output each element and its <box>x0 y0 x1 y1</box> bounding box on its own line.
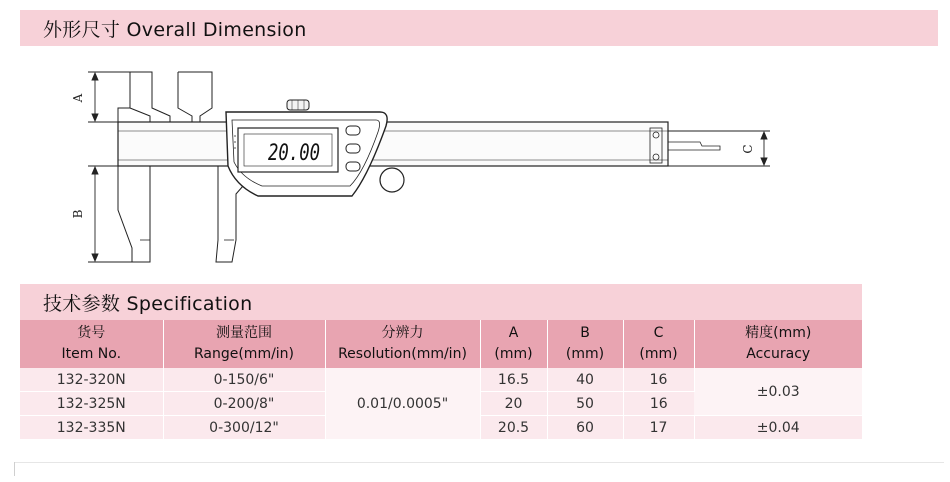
dimension-a-label: A <box>71 93 85 103</box>
header-accuracy: 精度(mm) Accuracy <box>694 320 862 368</box>
cell-c: 16 <box>623 392 694 416</box>
cell-range: 0-300/12" <box>163 416 325 440</box>
cell-resolution: 0.01/0.0005" <box>325 368 480 440</box>
cell-b: 40 <box>547 368 623 392</box>
dimension-b-label: B <box>71 209 85 219</box>
spec-section-title: 技术参数 Specification <box>43 292 253 315</box>
cell-item: 132-335N <box>20 416 163 440</box>
cell-b: 60 <box>547 416 623 440</box>
header-resolution: 分辨力 Resolution(mm/in) <box>325 320 480 368</box>
cell-a: 16.5 <box>480 368 547 392</box>
cell-a: 20 <box>480 392 547 416</box>
table-row <box>20 368 862 392</box>
header-item-no: 货号 Item No. <box>20 320 163 368</box>
cell-item: 132-320N <box>20 368 163 392</box>
header-a: A (mm) <box>480 320 547 368</box>
caliper-dimension-drawing <box>0 46 950 276</box>
dimension-section-title: 外形尺寸 Overall Dimension <box>43 18 307 41</box>
cell-b: 50 <box>547 392 623 416</box>
header-range: 测量范围 Range(mm/in) <box>163 320 325 368</box>
cell-c: 17 <box>623 416 694 440</box>
cell-range: 0-200/8" <box>163 392 325 416</box>
header-b: B (mm) <box>547 320 623 368</box>
cell-accuracy: ±0.03 <box>694 368 862 416</box>
dimension-section-header <box>20 10 938 46</box>
spec-section-header <box>20 284 862 320</box>
dimension-c-label: C <box>741 144 755 154</box>
spec-table <box>20 320 862 440</box>
cell-c: 16 <box>623 368 694 392</box>
table-header-row <box>20 320 862 368</box>
cell-a: 20.5 <box>480 416 547 440</box>
header-c: C (mm) <box>623 320 694 368</box>
cell-item: 132-325N <box>20 392 163 416</box>
display-readout: 20.00 <box>268 141 320 166</box>
cell-accuracy: ±0.04 <box>694 416 862 440</box>
footer-tick <box>14 462 15 476</box>
footer-divider <box>14 462 944 463</box>
cell-range: 0-150/6" <box>163 368 325 392</box>
